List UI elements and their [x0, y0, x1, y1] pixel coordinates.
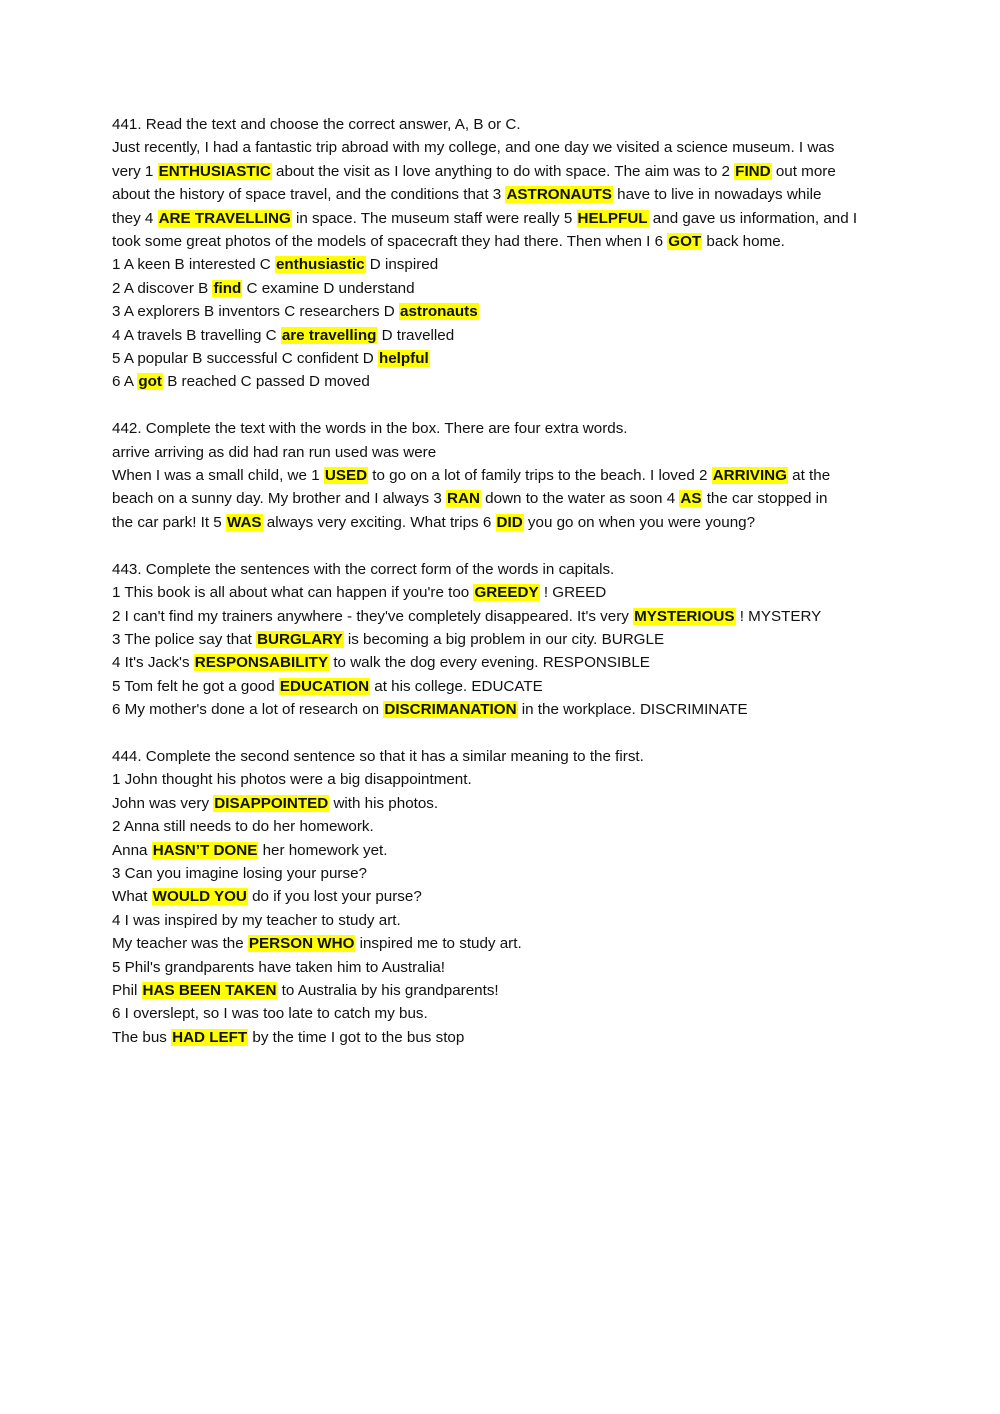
- text-line: [112, 300, 892, 323]
- text-line: [112, 1002, 892, 1025]
- text-segment: do if you lost your purse?: [247, 888, 422, 906]
- text-segment: 5 Tom felt he got a good: [112, 677, 279, 695]
- text-segment: C examine D understand: [242, 279, 415, 297]
- highlighted-answer: helpful: [378, 350, 429, 368]
- highlighted-answer: astronauts: [400, 303, 478, 321]
- text-segment: 2 A discover B: [112, 279, 213, 297]
- text-segment: 2 Anna still needs to do her homework.: [112, 818, 374, 836]
- exercise-442: [112, 417, 892, 534]
- highlighted-answer: PERSON WHO: [248, 935, 355, 953]
- text-segment: to walk the dog every evening. RESPONSIBLE: [329, 654, 650, 672]
- text-line: [112, 768, 892, 791]
- text-segment: about the history of space travel, and the conditions that 3: [112, 186, 506, 204]
- text-segment: 4 It's Jack's: [112, 654, 194, 672]
- exercise-body: [112, 768, 892, 1049]
- highlighted-answer: RAN: [447, 490, 480, 508]
- text-segment: to Australia by his grandparents!: [277, 981, 499, 999]
- text-segment: John was very: [112, 794, 214, 812]
- text-segment: and gave us information, and I: [648, 209, 858, 227]
- text-segment: they 4: [112, 209, 158, 227]
- highlighted-answer: USED: [324, 467, 368, 485]
- text-line: [112, 628, 892, 651]
- text-segment: about the visit as I love anything to do with space. The aim was to 2: [271, 162, 735, 180]
- exercise-heading: 441. Read the text and choose the correct answer, A, B or C.: [112, 116, 521, 133]
- text-segment: to go on a lot of family trips to the beach. I loved 2: [368, 467, 712, 485]
- text-segment: 6 I overslept, so I was too late to catch my bus.: [112, 1005, 428, 1023]
- highlighted-answer: find: [213, 279, 242, 297]
- text-segment: at the: [787, 467, 831, 485]
- text-segment: 5 A popular B successful C confident D: [112, 350, 378, 368]
- text-line: [112, 136, 892, 159]
- section-spacer: [112, 534, 892, 557]
- text-segment: 3 Can you imagine losing your purse?: [112, 864, 367, 882]
- text-segment: 6 A: [112, 373, 138, 391]
- highlighted-answer: BURGLARY: [257, 630, 343, 648]
- exercise-body: [112, 136, 892, 393]
- text-line: [112, 651, 892, 674]
- text-segment: is becoming a big problem in our city. BURGLE: [343, 630, 665, 648]
- highlighted-answer: HASN’T DONE: [152, 841, 258, 859]
- exercise-body: [112, 581, 892, 721]
- highlighted-answer: RESPONSABILITY: [194, 654, 329, 672]
- text-segment: always very exciting. What trips 6: [262, 513, 496, 531]
- text-segment: ! MYSTERY: [735, 607, 822, 625]
- text-line: [112, 1026, 892, 1049]
- highlighted-answer: EDUCATION: [279, 677, 370, 695]
- highlighted-answer: AS: [680, 490, 702, 508]
- highlighted-answer: GOT: [668, 233, 702, 251]
- text-segment: at his college. EDUCATE: [370, 677, 543, 695]
- text-segment: D travelled: [377, 326, 455, 344]
- text-segment: 3 A explorers B inventors C researchers D: [112, 303, 399, 321]
- highlighted-answer: ARE TRAVELLING: [158, 209, 291, 227]
- text-line: [112, 909, 892, 932]
- exercise-444: [112, 745, 892, 1049]
- text-segment: have to live in nowadays while: [612, 186, 822, 204]
- text-segment: down to the water as soon 4: [480, 490, 680, 508]
- highlighted-answer: DISCRIMANATION: [384, 701, 517, 719]
- text-line: [112, 487, 892, 510]
- exercise-heading: 444. Complete the second sentence so that it has a similar meaning to the first.: [112, 747, 644, 765]
- highlighted-answer: HAD LEFT: [172, 1028, 248, 1046]
- text-segment: Just recently, I had a fantastic trip abroad with my college, and one day we visited a science museum. I was: [112, 139, 835, 157]
- text-segment: her homework yet.: [258, 841, 388, 859]
- text-segment: with his photos.: [329, 794, 439, 812]
- text-segment: ! GREED: [539, 584, 607, 602]
- text-line: [112, 979, 892, 1002]
- text-segment: arrive arriving as did had ran run used was were: [112, 443, 437, 461]
- exercise-heading: 443. Complete the sentences with the correct form of the words in capitals.: [112, 560, 615, 578]
- text-segment: Phil: [112, 981, 142, 999]
- text-segment: very 1: [112, 162, 158, 180]
- text-line: [112, 253, 892, 276]
- text-segment: by the time I got to the bus stop: [248, 1028, 465, 1046]
- text-segment: back home.: [702, 233, 785, 251]
- exercise-441: [112, 113, 892, 394]
- text-line: [112, 792, 892, 815]
- text-line: [112, 605, 892, 628]
- highlighted-answer: HELPFUL: [577, 209, 648, 227]
- highlighted-answer: got: [138, 373, 162, 391]
- text-line: [112, 956, 892, 979]
- text-segment: 4 I was inspired by my teacher to study art.: [112, 911, 401, 929]
- section-spacer: [112, 394, 892, 417]
- highlighted-answer: are travelling: [281, 326, 377, 344]
- text-segment: 4 A travels B travelling C: [112, 326, 281, 344]
- highlighted-answer: DISAPPOINTED: [214, 794, 329, 812]
- text-segment: D inspired: [365, 256, 439, 274]
- text-line: [112, 370, 892, 393]
- text-segment: 5 Phil's grandparents have taken him to Australia!: [112, 958, 445, 976]
- highlighted-answer: WAS: [226, 513, 262, 531]
- exercise-heading: 442. Complete the text with the words in the box. There are four extra words.: [112, 420, 628, 438]
- text-line: [112, 862, 892, 885]
- highlighted-answer: GREEDY: [474, 584, 539, 602]
- text-segment: inspired me to study art.: [355, 935, 522, 953]
- text-segment: My teacher was the: [112, 935, 248, 953]
- text-segment: 2 I can't find my trainers anywhere - they've completely disappeared. It's very: [112, 607, 634, 625]
- highlighted-answer: WOULD YOU: [152, 888, 247, 906]
- highlighted-answer: enthusiastic: [275, 256, 365, 274]
- text-line: [112, 932, 892, 955]
- text-line: [112, 885, 892, 908]
- highlighted-answer: FIND: [735, 162, 771, 180]
- highlighted-answer: HAS BEEN TAKEN: [142, 981, 277, 999]
- text-segment: 1 This book is all about what can happen if you're too: [112, 584, 474, 602]
- text-segment: in the workplace. DISCRIMINATE: [517, 701, 748, 719]
- highlighted-answer: DID: [496, 513, 523, 531]
- highlighted-answer: ENTHUSIASTIC: [158, 162, 271, 180]
- text-segment: 1 A keen B interested C: [112, 256, 275, 274]
- text-segment: the car park! It 5: [112, 513, 226, 531]
- highlighted-answer: ASTRONAUTS: [506, 186, 612, 204]
- text-segment: you go on when you were young?: [523, 513, 756, 531]
- text-segment: What: [112, 888, 152, 906]
- text-segment: in space. The museum staff were really 5: [291, 209, 577, 227]
- text-line: [112, 230, 892, 253]
- text-line: [112, 839, 892, 862]
- text-segment: the car stopped in: [702, 490, 828, 508]
- text-segment: 6 My mother's done a lot of research on: [112, 701, 384, 719]
- exercise-body: [112, 441, 892, 535]
- text-line: [112, 277, 892, 300]
- text-segment: 3 The police say that: [112, 630, 257, 648]
- highlighted-answer: MYSTERIOUS: [634, 607, 735, 625]
- text-line: [112, 815, 892, 838]
- highlighted-answer: ARRIVING: [712, 467, 787, 485]
- text-line: [112, 347, 892, 370]
- text-segment: The bus: [112, 1028, 172, 1046]
- text-segment: beach on a sunny day. My brother and I always 3: [112, 490, 447, 508]
- text-line: [112, 160, 892, 183]
- text-line: [112, 581, 892, 604]
- text-line: [112, 698, 892, 721]
- text-line: [112, 183, 892, 206]
- section-spacer: [112, 722, 892, 745]
- text-segment: When I was a small child, we 1: [112, 467, 324, 485]
- text-line: [112, 511, 892, 534]
- text-segment: Anna: [112, 841, 152, 859]
- text-segment: 1 John thought his photos were a big disappointment.: [112, 771, 472, 789]
- text-line: [112, 324, 892, 347]
- text-line: [112, 207, 892, 230]
- exercise-443: [112, 558, 892, 722]
- text-line: [112, 675, 892, 698]
- text-segment: B reached C passed D moved: [162, 373, 370, 391]
- text-segment: out more: [771, 162, 836, 180]
- worksheet-page: [112, 113, 892, 1049]
- text-segment: took some great photos of the models of spacecraft they had there. Then when I 6: [112, 233, 668, 251]
- text-line: [112, 441, 892, 464]
- text-line: [112, 464, 892, 487]
